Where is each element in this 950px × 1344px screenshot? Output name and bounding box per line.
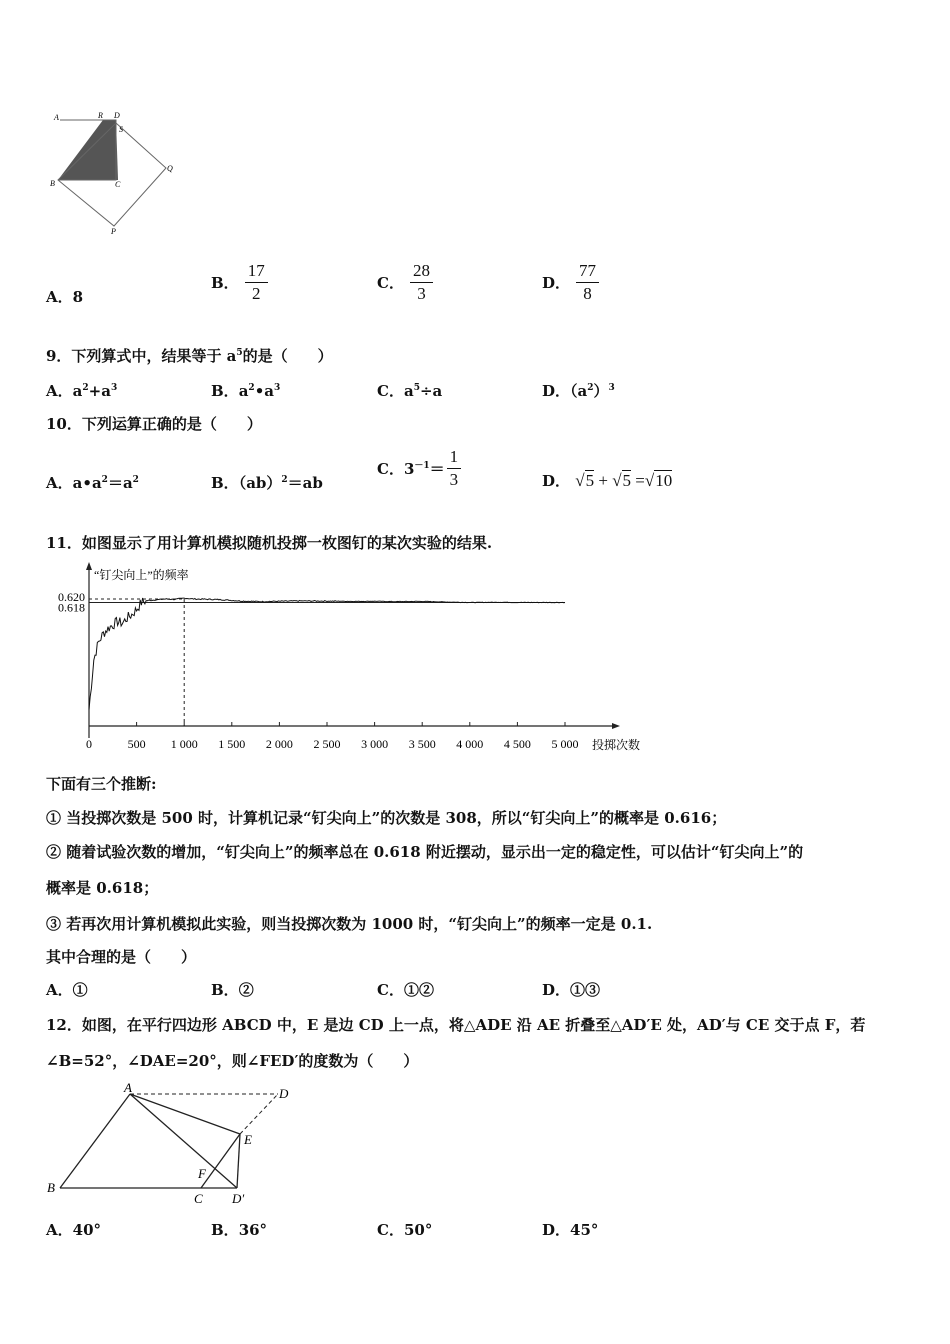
x-axis-label: 投掷次数 [592,738,641,752]
q11-intro: 下面有三个推断: [46,775,157,793]
label-c: C [115,180,121,189]
q8-option-b[interactable]: B． $\frac{17}{2}$ [211,260,268,305]
y-tick-label: 0.618 [58,600,85,615]
label-c: C [194,1191,203,1205]
segment-ed-prime [237,1134,240,1188]
label-d: D [279,1086,289,1101]
x-axis-arrow [612,723,620,729]
q9-option-b[interactable]: B．$a^2•a^3$ [211,382,281,400]
q11-option-c[interactable]: C．①② [377,981,434,999]
y-tick-label: 0.620 [58,590,85,604]
q9-option-d[interactable]: D．$(a^2)^3$ [542,382,615,400]
q11-statement-1: ① 当投掷次数是 500 时，计算机记录“钉尖向上”的次数是 308，所以“钉尖向上”的概率是 0.616； [46,809,727,827]
segment-ba [60,1094,130,1188]
label-p: P [111,227,116,236]
label-d: D [114,111,120,120]
segment-ae [130,1094,240,1134]
q12-option-a[interactable]: A．40° [46,1221,102,1239]
q11-statement-2-line-2: 概率是 0.618； [46,879,159,897]
q8-figure [48,108,178,238]
q12-stem-line-1: 12．如图，在平行四边形 ABCD 中，E 是边 CD 上一点，将△ADE 沿 AE 折叠至△AD′E 处，AD′与 CE 交于点 F，若 [46,1016,866,1034]
label-b: B [50,179,55,188]
segment-ad-prime [130,1094,237,1188]
label-r: R [98,111,103,120]
q11-option-a[interactable]: A．① [46,981,88,999]
q12-figure [44,1080,294,1205]
q11-stem: 11．如图显示了用计算机模拟随机投掷一枚图钉的某次实验的结果. [46,534,493,552]
label-e: E [244,1132,252,1147]
q10-option-d[interactable]: D． √5 + √5 =√10 [542,471,673,490]
q11-ask: 其中合理的是（ ） [46,948,197,966]
x-tick-label: 500 [127,737,146,751]
x-tick-label: 5 000 [551,737,579,751]
q12-option-d[interactable]: D．45° [542,1221,599,1239]
x-tick-label: 0 [86,737,92,751]
x-tick-label: 2 000 [265,737,293,751]
x-tick-label: 2 500 [313,737,341,751]
label-b: B [47,1180,55,1195]
q9-stem: 9．下列算式中，结果等于 $a^5$的是（ ） [46,347,333,365]
q12-stem-line-2: ∠B=52°，∠DAE=20°，则∠FED′的度数为（ ） [46,1052,419,1070]
frequency-series-line [89,598,565,710]
y-axis-arrow [86,562,92,570]
frequency-chart [44,560,660,756]
y-axis-label: “钉尖向上”的频率 [94,568,189,582]
q11-option-b[interactable]: B．② [211,981,254,999]
q12-option-c[interactable]: C．50° [377,1221,433,1239]
q11-option-d[interactable]: D．①③ [542,981,601,999]
q12-option-b[interactable]: B．36° [211,1221,268,1239]
label-d-prime: D′ [232,1191,245,1205]
sqrt-icon: √ [644,471,655,490]
q9-option-c[interactable]: C．$a^5\div a$ [377,382,443,400]
sqrt-icon: √ [612,471,622,490]
label-a: A [54,113,59,122]
q8-option-d[interactable]: D． $\frac{77}{8}$ [542,260,599,305]
q9-option-a[interactable]: A．$a^2+a^3$ [46,382,118,400]
q10-option-b[interactable]: B．（ab）$^2$＝ab [211,474,323,492]
label-a: A [124,1080,132,1095]
x-tick-label: 1 500 [218,737,246,751]
x-tick-label: 4 500 [503,737,531,751]
segment-de [240,1094,278,1134]
q10-option-a[interactable]: A．$a•a^2=a^2$ [46,474,139,492]
label-s: S [119,125,123,134]
x-tick-label: 1 000 [170,737,198,751]
q8-option-c[interactable]: C． $\frac{28}{3}$ [377,260,433,305]
q11-statement-2-line-1: ② 随着试验次数的增加，“钉尖向上”的频率总在 0.618 附近摆动，显示出一定的稳定性，可以估计“钉尖向上”的 [46,843,804,861]
x-tick-label: 3 500 [408,737,436,751]
q10-stem: 10．下列运算正确的是（ ） [46,415,262,433]
q11-statement-3: ③ 若再次用计算机模拟此实验，则当投掷次数为 1000 时，“钉尖向上”的频率一定是 0.1. [46,915,653,933]
q10-option-c[interactable]: C．$3^{-1}=$ $\frac{1}{3}$ [377,446,461,491]
sqrt-icon: √ [575,471,585,490]
q8-option-a[interactable]: A．8 [46,288,84,306]
x-tick-label: 3 000 [361,737,389,751]
label-q: Q [167,164,173,173]
label-f: F [198,1166,206,1181]
x-tick-label: 4 000 [456,737,484,751]
